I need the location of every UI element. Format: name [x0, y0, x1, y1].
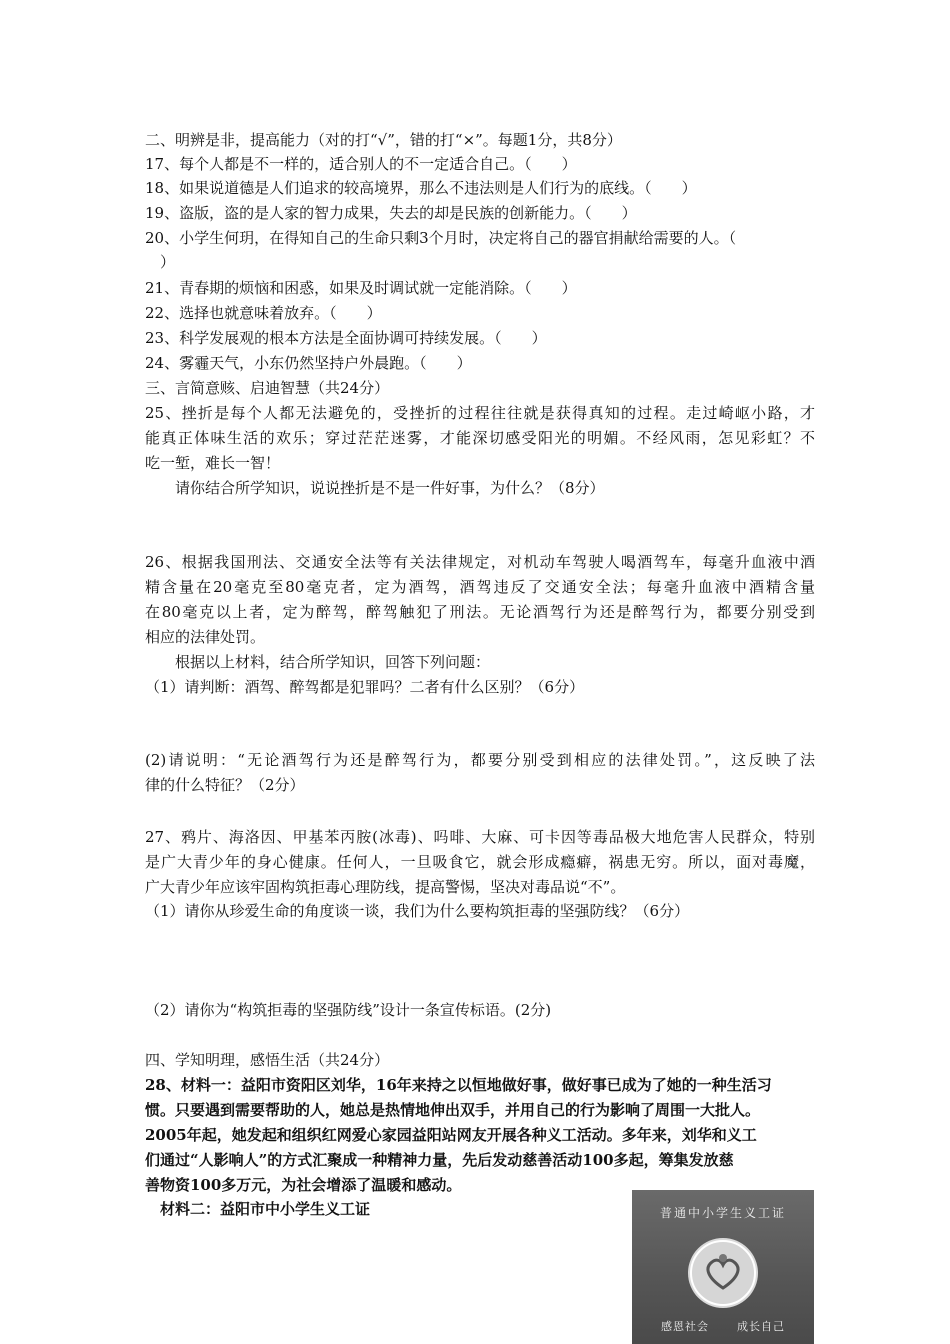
text-line-q28-d: 们通过“人影响人”的方式汇聚成一种精神力量，先后发动慈善活动100多起，筹集发放慈	[145, 1151, 734, 1169]
text-line-sec2-heading: 二、明辨是非，提高能力（对的打“√”，错的打“×”。每题1分，共8分）	[145, 131, 622, 149]
volunteer-card-image	[632, 1190, 814, 1344]
text-line-q20-a: 20、小学生何玥，在得知自己的生命只剩3个月时，决定将自己的器官捐献给需要的人。（	[145, 229, 737, 247]
text-line-q26-b: 精含量在20毫克至80毫克者，定为酒驾，酒驾违反了交通安全法；每毫升血液中酒精含量	[145, 578, 815, 596]
text-line-q17: 17、每个人都是不一样的，适合别人的不一定适合自己。（ ）	[145, 155, 577, 173]
text-line-q20-b: ）	[145, 253, 176, 271]
text-line-q26-a: 26、根据我国刑法、交通安全法等有关法律规定，对机动车驾驶人喝酒驾车，每毫升血液中酒	[145, 553, 815, 571]
text-line-q25-a: 25、挫折是每个人都无法避免的，受挫折的过程往往就是获得真知的过程。走过崎岖小路，才	[145, 404, 815, 422]
text-line-q18: 18、如果说道德是人们追求的较高境界，那么不违法则是人们行为的底线。（ ）	[145, 179, 697, 197]
text-line-q26-intro: 根据以上材料，结合所学知识，回答下列问题：	[145, 653, 491, 671]
text-line-q26-2b: 律的什么特征？（2分）	[145, 776, 305, 794]
card-motto-left: 感恩社会	[661, 1320, 709, 1333]
text-line-q26-2a: (2)请说明：“无论酒驾行为还是醉驾行为，都要分别受到相应的法律处罚。”，这反映了法	[145, 751, 815, 769]
text-line-q26-c: 在80毫克以上者，定为醉驾，醉驾触犯了刑法。无论酒驾行为还是醉驾行为，都要分别受到	[145, 603, 815, 621]
text-line-q28-a: 28、材料一：益阳市资阳区刘华，16年来持之以恒地做好事，做好事已成为了她的一种生活习	[145, 1076, 772, 1094]
text-line-q25-b: 能真正体味生活的欢乐；穿过茫茫迷雾，才能深切感受阳光的明媚。不经风雨，怎见彩虹？不	[145, 429, 815, 447]
text-line-q28-m2: 材料二：益阳市中小学生义工证	[145, 1200, 371, 1218]
text-line-q26-1: （1）请判断：酒驾、醉驾都是犯罪吗？二者有什么区别？（6分）	[145, 678, 585, 696]
text-line-q25-c: 吃一堑，难长一智！	[145, 454, 281, 472]
card-motto	[632, 1318, 814, 1334]
text-line-q24: 24、雾霾天气，小东仍然坚持户外晨跑。（ ）	[145, 354, 472, 372]
text-line-q28-c: 2005年起，她发起和组织红网爱心家园益阳站网友开展各种义工活动。多年来，刘华和义工	[145, 1126, 757, 1144]
text-line-q28-e: 善物资100多万元，为社会增添了温暖和感动。	[145, 1176, 462, 1194]
text-line-q27-1: （1）请你从珍爱生命的角度谈一谈，我们为什么要构筑拒毒的坚强防线？（6分）	[145, 902, 690, 920]
text-line-q22: 22、选择也就意味着放弃。（ ）	[145, 304, 382, 322]
card-title: 普通中小学生义工证	[659, 1206, 786, 1220]
card-motto-right: 成长自己	[737, 1320, 785, 1333]
text-line-q19: 19、盗版，盗的是人家的智力成果，失去的却是民族的创新能力。（ ）	[145, 204, 637, 222]
text-line-q21: 21、青春期的烦恼和困惑，如果及时调试就一定能消除。（ ）	[145, 279, 577, 297]
text-line-q25-ask: 请你结合所学知识，说说挫折是不是一件好事，为什么？（8分）	[145, 479, 605, 497]
text-line-q27-2: （2）请你为“构筑拒毒的坚强防线”设计一条宣传标语。(2分)	[145, 1001, 552, 1019]
text-line-sec4-heading: 四、学知明理，感悟生活（共24分）	[145, 1051, 390, 1069]
text-line-sec3-heading: 三、言简意赅、启迪智慧（共24分）	[145, 379, 390, 397]
text-line-q28-b: 惯。只要遇到需要帮助的人，她总是热情地伸出双手，并用自己的行为影响了周围一大批人。	[145, 1101, 761, 1119]
text-line-q26-d: 相应的法律处罚。	[145, 628, 266, 646]
text-line-q23: 23、科学发展观的根本方法是全面协调可持续发展。（ ）	[145, 329, 547, 347]
text-line-q27-b: 是广大青少年的身心健康。任何人，一旦吸食它，就会形成瘾癖，祸患无穷。所以，面对毒魔，	[145, 853, 815, 871]
volunteer-heart-icon	[688, 1238, 758, 1308]
text-line-q27-c: 广大青少年应该牢固构筑拒毒心理防线，提高警惕，坚决对毒品说“不”。	[145, 878, 626, 896]
text-line-q27-a: 27、鸦片、海洛因、甲基苯丙胺(冰毒)、吗啡、大麻、可卡因等毒品极大地危害人民群众，特别	[145, 828, 815, 846]
